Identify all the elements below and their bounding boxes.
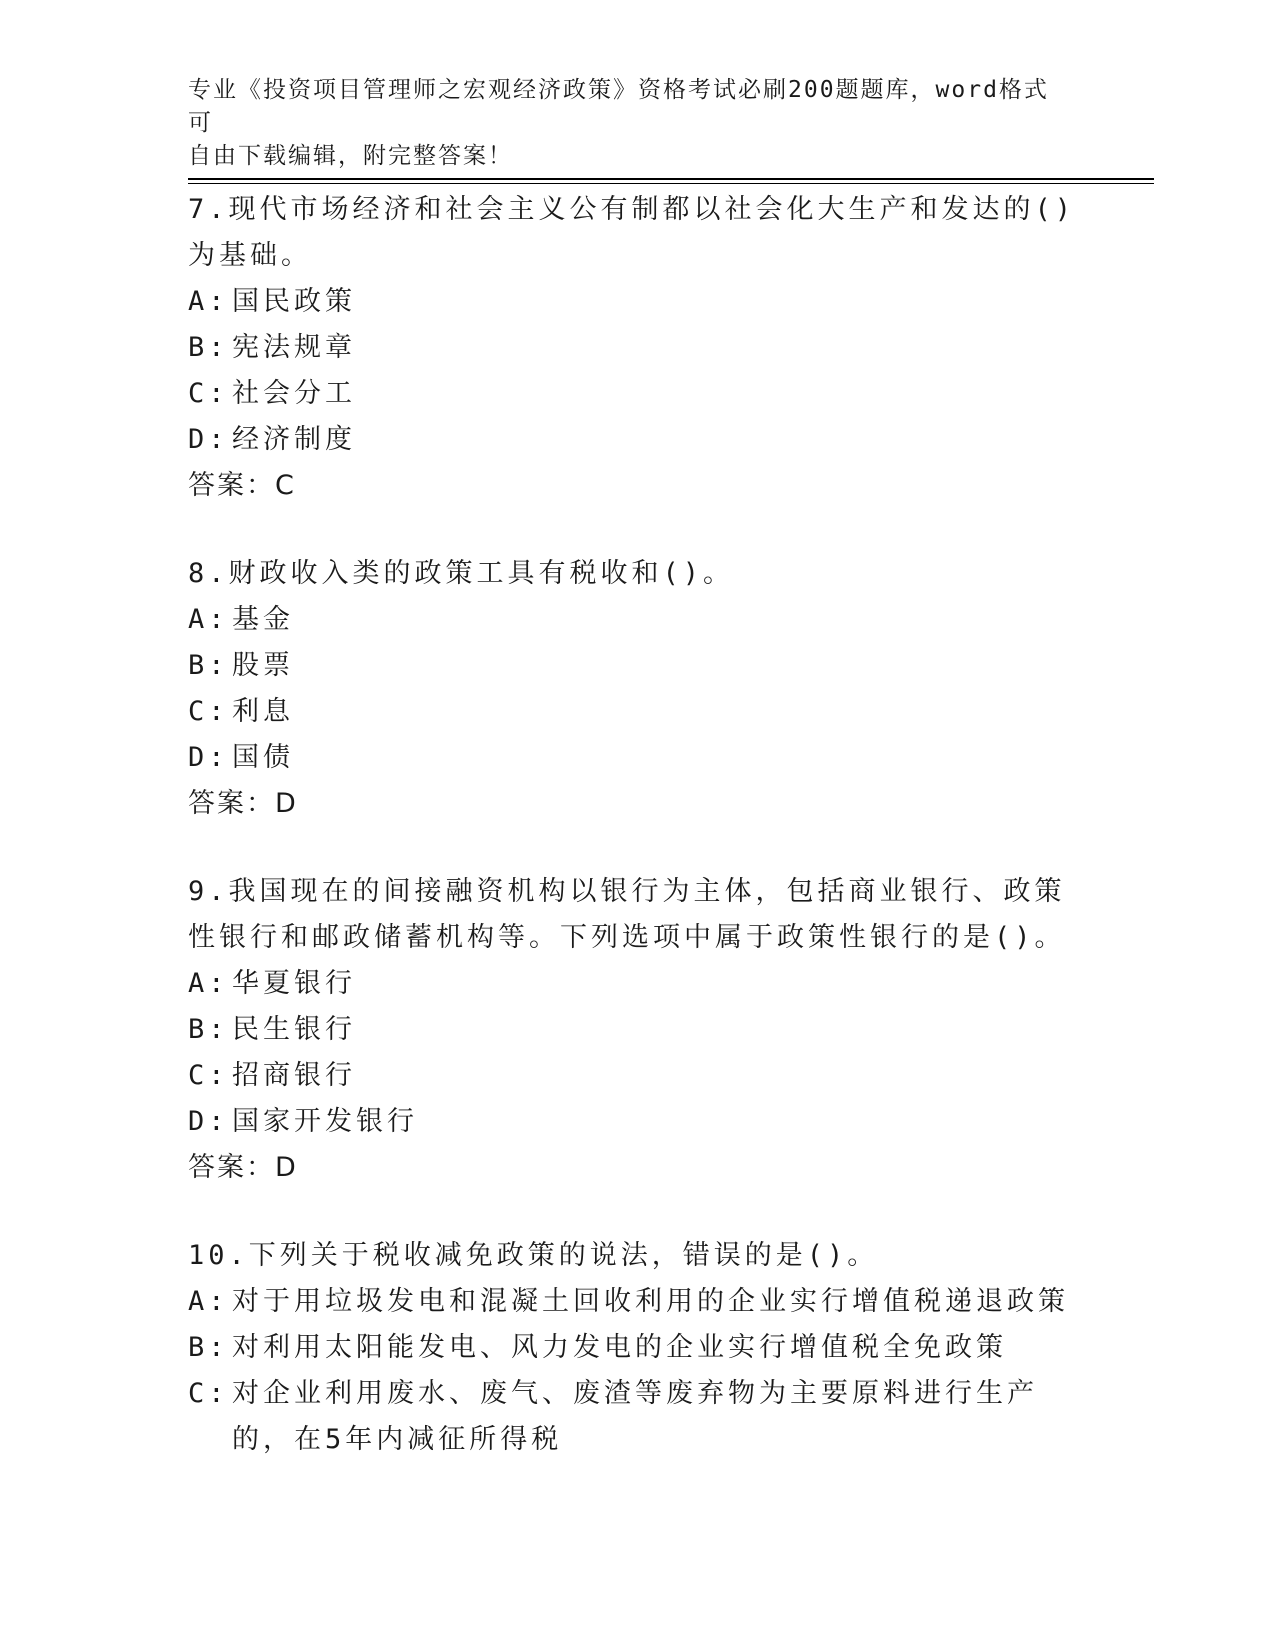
option-b: [188, 1007, 1088, 1053]
option-letter: C:: [188, 1378, 229, 1409]
question-stem: 9.我国现在的间接融资机构以银行为主体，包括商业银行、政策性银行和邮政储蓄机构等。下列选项中属于政策性银行的是()。: [188, 876, 1066, 953]
option-letter: A:: [188, 604, 229, 635]
option-text: 华夏银行: [232, 968, 356, 999]
option-b: [188, 325, 1088, 371]
option-letter: B:: [188, 650, 229, 681]
option-text: 经济制度: [232, 424, 356, 455]
option-b: [188, 1325, 1088, 1371]
option-letter: D:: [188, 742, 229, 773]
option-letter: D:: [188, 424, 229, 455]
question-stem: 10.下列关于税收减免政策的说法，错误的是()。: [188, 1240, 879, 1271]
option-a: [188, 597, 1088, 643]
option-letter: C:: [188, 1060, 229, 1091]
question-stem: 7.现代市场经济和社会主义公有制都以社会化大生产和发达的()为基础。: [188, 194, 1076, 271]
option-letter: A:: [188, 968, 229, 999]
option-text: 社会分工: [232, 378, 356, 409]
question-list: [188, 187, 1088, 1505]
header-divider-thin: [188, 183, 1154, 184]
option-text: 对利用太阳能发电、风力发电的企业实行增值税全免政策: [232, 1332, 1007, 1363]
answer-line: 答案：D: [188, 788, 298, 819]
option-text: 对于用垃圾发电和混凝土回收利用的企业实行增值税递退政策: [232, 1286, 1069, 1317]
option-letter: A:: [188, 286, 229, 317]
option-d: [188, 417, 1088, 463]
option-letter: B:: [188, 1332, 229, 1363]
answer-line: 答案：D: [188, 1152, 298, 1183]
document-header: [188, 74, 1068, 173]
header-line-1: 专业《投资项目管理师之宏观经济政策》资格考试必刷200题题库，word格式可: [188, 77, 1049, 136]
option-d: [188, 1099, 1088, 1145]
option-c: [188, 689, 1088, 735]
option-c: [188, 1371, 1088, 1463]
option-a: [188, 961, 1088, 1007]
header-divider-thick: [188, 178, 1154, 180]
option-letter: B:: [188, 332, 229, 363]
option-c: [188, 371, 1088, 417]
option-a: [188, 279, 1088, 325]
question-stem: 8.财政收入类的政策工具有税收和()。: [188, 558, 735, 589]
option-b: [188, 643, 1088, 689]
option-c: [188, 1053, 1088, 1099]
question-item: [188, 551, 1088, 827]
option-text: 国债: [232, 742, 294, 773]
option-text: 招商银行: [232, 1060, 356, 1091]
question-item: [188, 187, 1088, 509]
option-text: 国家开发银行: [232, 1106, 418, 1137]
option-letter: D:: [188, 1106, 229, 1137]
option-text: 国民政策: [232, 286, 356, 317]
option-text: 股票: [232, 650, 294, 681]
option-text: 利息: [232, 696, 294, 727]
question-item: [188, 869, 1088, 1191]
answer-line: 答案：C: [188, 470, 296, 501]
option-text: 民生银行: [232, 1014, 356, 1045]
option-letter: A:: [188, 1286, 229, 1317]
option-text: 宪法规章: [232, 332, 356, 363]
option-a: [188, 1279, 1088, 1325]
option-letter: C:: [188, 696, 229, 727]
option-letter: B:: [188, 1014, 229, 1045]
option-letter: C:: [188, 378, 229, 409]
option-text: 基金: [232, 604, 294, 635]
option-d: [188, 735, 1088, 781]
question-item: [188, 1233, 1088, 1463]
option-text: 对企业利用废水、废气、废渣等废弃物为主要原料进行生产的，在5年内减征所得税: [232, 1378, 1038, 1455]
header-line-2: 自由下载编辑，附完整答案！: [188, 143, 513, 169]
